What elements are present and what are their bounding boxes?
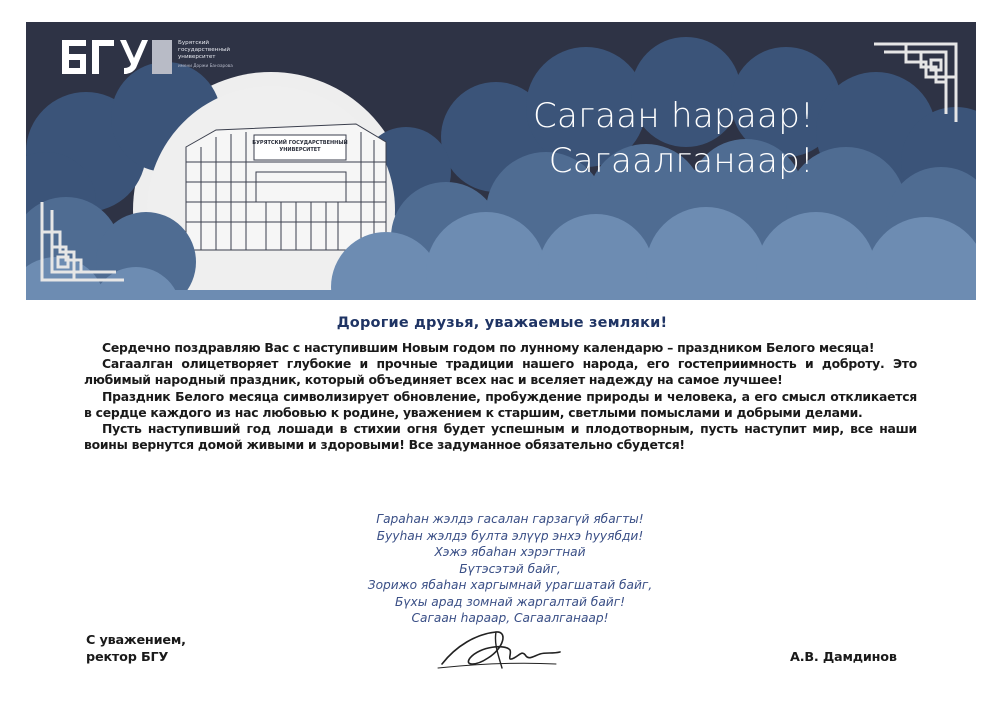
university-logo	[62, 40, 258, 74]
poem-line: Бууhан жэлдэ булта элүүр энхэ hууябди!	[376, 528, 644, 543]
poem-line: Зорижо ябаhан харгымнай урагшатай байг,	[367, 578, 653, 592]
closing-regards	[86, 633, 186, 666]
building-sign-line2: УНИВЕРСИТЕТ	[279, 147, 321, 153]
bgu-logo-icon	[62, 40, 172, 74]
logo-text-line3: университет	[178, 54, 216, 60]
poem-block	[300, 511, 720, 627]
logo-text-line1: Бурятский	[178, 40, 210, 46]
letter-paragraph: Сердечно поздравляю Вас с наступившим Новым годом по лунному календарю – праздником Белого месяца!	[102, 340, 875, 355]
letter-body	[84, 340, 917, 453]
greeting-line1: Сагаан hараар!	[532, 96, 814, 136]
logo-text-line2: государственный	[178, 47, 231, 53]
signature-icon	[436, 624, 566, 672]
poem-line: Хэжэ ябаhан хэрэгтнай	[434, 545, 586, 559]
university-name	[178, 40, 258, 69]
regards-line2: ректор БГУ	[86, 649, 169, 665]
letter-paragraph: Пусть наступивший год лошади в стихии огня будет успешным и плодотворным, пусть наступит мир, все наши воины вернутся домой живыми и здоровыми! Все задуманное обязательно сбудется!	[84, 421, 917, 453]
signer-name: А.В. Дамдинов	[790, 650, 897, 665]
building-sign-line1: БУРЯТСКИЙ ГОСУДАРСТВЕННЫЙ	[252, 140, 348, 146]
poem-line: Сагаан hараар, Сагаалганаар!	[411, 611, 609, 625]
poem-line: Гараhан жэлдэ гасалан гарзагүй ябагты!	[376, 512, 644, 526]
letter-paragraph: Сагаалган олицетворяет глубокие и прочные традиции нашего народа, его гостеприимность и доброту. Это любимый народный праздник, который объединяет всех нас и вселяет надежду на самое лучшее!	[84, 356, 917, 388]
banner-greeting	[533, 94, 814, 184]
regards-line1: С уважением,	[86, 633, 186, 648]
poem-line: Бүтэсэтэй байг,	[459, 561, 561, 576]
letter-salutation: Дорогие друзья, уважаемые земляки!	[336, 315, 668, 331]
greeting-line2: Сагаалганаар!	[548, 141, 814, 181]
poem-line: Бүхы арад зомнай жаргалтай байг!	[394, 594, 626, 609]
logo-text-line4: имени Доржи Банзарова	[178, 63, 233, 68]
letter-paragraph: Праздник Белого месяца символизирует обновление, пробуждение природы и человека, а его смысл откликается в сердце каждого из нас любовью к родине, уважением к старшим, светлыми помыслами и добрыми делами.	[84, 388, 917, 420]
header-banner	[26, 22, 976, 300]
